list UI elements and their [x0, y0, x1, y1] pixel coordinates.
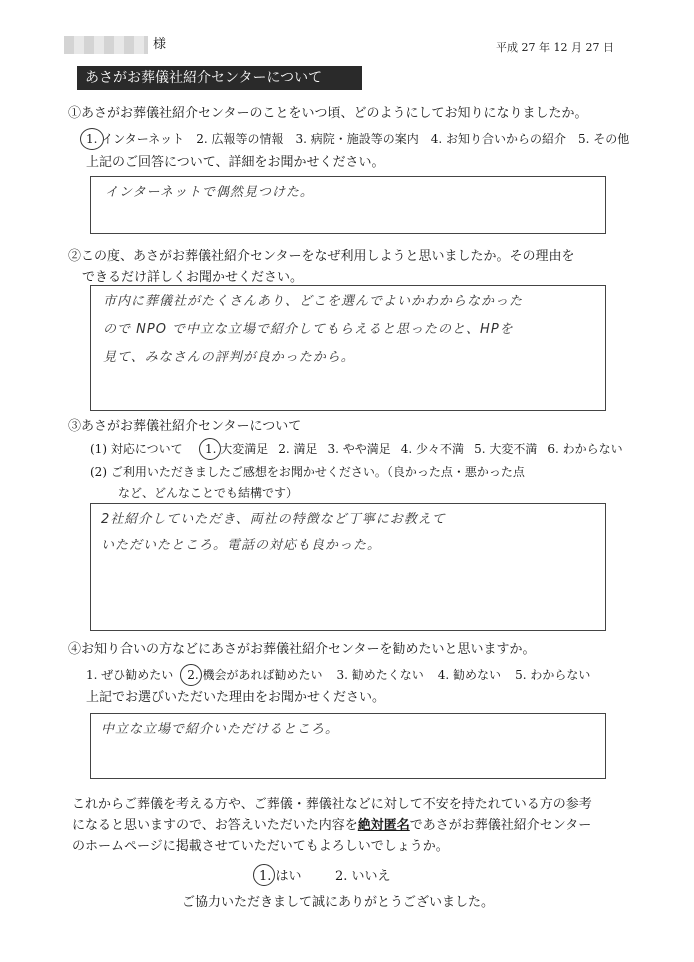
closing-line3: のホームページに掲載させていただいてもよろしいでしょうか。 [72, 839, 449, 854]
q3-selected-mark [199, 438, 221, 460]
q3-option-3[interactable]: 3. やや満足 [327, 442, 391, 456]
q3-answer-box[interactable] [90, 503, 606, 631]
q1-answer: インターネットで偶然見つけた。 [105, 185, 314, 200]
q2-answer-line1: 市内に葬儀社がたくさんあり、どこを選んでよいかわからなかった [103, 294, 524, 309]
q3-sub1-label: (1) 対応について [90, 442, 183, 456]
thanks: ご協力いただきまして誠にありがとうございました。 [182, 895, 495, 910]
q2-question-line2: できるだけ詳しくお聞かせください。 [82, 270, 304, 285]
q3-option-6[interactable]: 6. わからない [547, 442, 623, 456]
name-suffix: 様 [153, 37, 167, 52]
closing-line1: これからご葬儀を考える方や、ご葬儀・葬儀社などに対して不安を持たれている方の参考 [72, 797, 592, 812]
redacted-name [64, 36, 148, 54]
q3-answer-line1: 2社紹介していただき、両社の特徴など丁寧にお教えて [101, 512, 446, 527]
q1-option-5[interactable]: 5. その他 [577, 132, 630, 146]
q1-options [86, 132, 629, 147]
q2-question-line1: ②この度、あさがお葬儀社紹介センターをなぜ利用しようと思いましたか。その理由を [68, 249, 575, 264]
q3-answer-line2: いただいたところ。電話の対応も良かった。 [101, 538, 382, 553]
q1-option-1[interactable]: 1. インターネット [86, 132, 185, 146]
closing-emphasis: 絶対匿名 [357, 818, 410, 833]
consent-yes[interactable]: 1. はい [259, 869, 302, 884]
closing-line2-post: であさがお葬儀社紹介センター [409, 818, 592, 833]
q2-answer-line3: 見て、みなさんの評判が良かったから。 [103, 350, 355, 365]
q1-question: ①あさがお葬儀社紹介センターのことをいつ頃、どのようにしてお知りになりましたか。 [68, 106, 588, 121]
closing-line2 [72, 818, 591, 834]
date: 平成 27 年 12 月 27 日 [496, 41, 614, 54]
consent-no[interactable]: 2. いいえ [335, 869, 391, 884]
q4-answer-box[interactable] [90, 713, 606, 779]
q4-option-1[interactable]: 1. ぜひ勧めたい [86, 668, 174, 682]
q1-detail-prompt: 上記のご回答について、詳細をお聞かせください。 [86, 155, 385, 170]
closing-line2-pre: になると思いますので、お答えいただいた内容を [72, 818, 358, 833]
q4-option-2[interactable]: 2. 機会があれば勧めたい [187, 668, 323, 682]
q4-selected-mark [180, 664, 202, 686]
q1-option-2[interactable]: 2. 広報等の情報 [196, 132, 284, 146]
q4-option-5[interactable]: 5. わからない [515, 668, 591, 682]
q3-option-4[interactable]: 4. 少々不満 [400, 442, 465, 456]
q3-heading: ③あさがお葬儀社紹介センターについて [68, 419, 302, 434]
q3-sub2-line2: など、どんなことでも結構です） [118, 486, 299, 500]
q3-option-1[interactable]: 1. 大変満足 [205, 442, 269, 456]
q4-option-3[interactable]: 3. 勧めたくない [336, 668, 424, 682]
q3-sub1-options [205, 442, 623, 457]
q1-option-3[interactable]: 3. 病院・施設等の案内 [295, 132, 419, 146]
consent-selected-mark [253, 864, 275, 886]
q4-detail-prompt: 上記でお選びいただいた理由をお聞かせください。 [86, 690, 386, 705]
section-banner: あさがお葬儀社紹介センターについて [77, 66, 362, 90]
q1-selected-mark [80, 128, 104, 150]
q4-question: ④お知り合いの方などにあさがお葬儀社紹介センターを勧めたいと思いますか。 [68, 642, 536, 657]
q4-answer: 中立な立場で紹介いただけるところ。 [101, 722, 340, 737]
q1-option-4[interactable]: 4. お知り合いからの紹介 [430, 132, 566, 146]
q4-options [86, 668, 590, 683]
q1-answer-box[interactable] [90, 176, 606, 234]
q3-sub2-line1: (2) ご利用いただきましたご感想をお聞かせください。（良かった点・悪かった点 [90, 465, 525, 479]
q4-option-4[interactable]: 4. 勧めない [437, 668, 502, 682]
q2-answer-line2: ので NPO で中立な立場で紹介してもらえると思ったのと、HPを [103, 322, 514, 337]
q3-option-2[interactable]: 2. 満足 [278, 442, 318, 456]
q2-answer-box[interactable] [90, 285, 606, 411]
q3-option-5[interactable]: 5. 大変不満 [474, 442, 538, 456]
